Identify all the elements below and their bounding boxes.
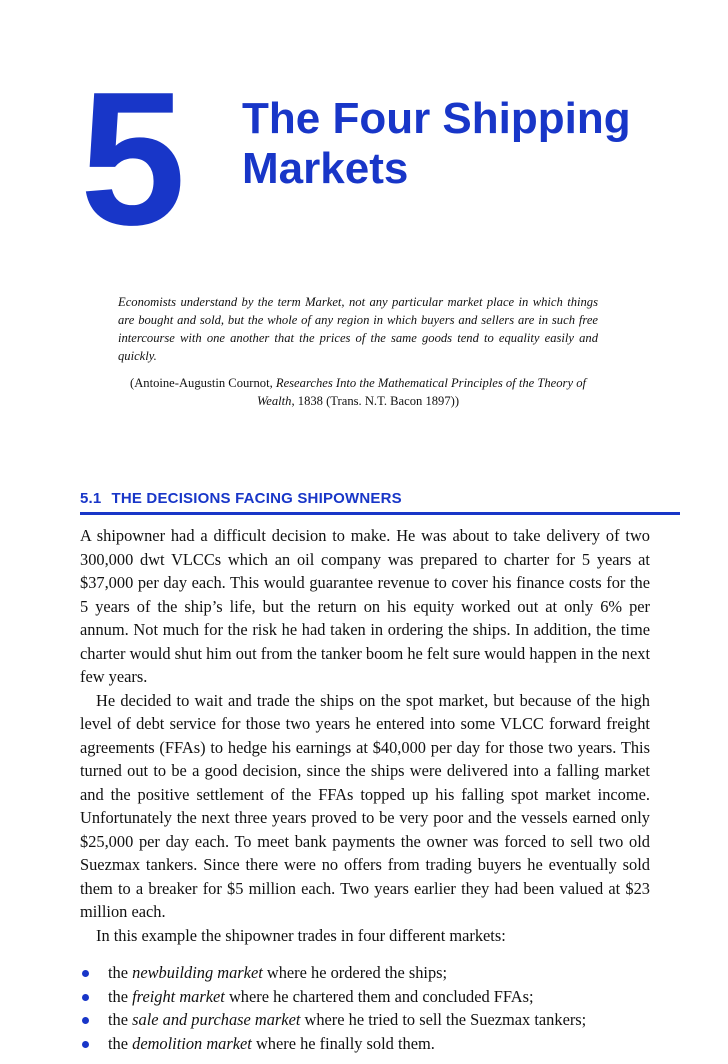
epigraph-quote: Economists understand by the term Market, not any particular market place in which things are bought and sold, but the whole of any region in which buyers and sellers are in such free intercourse with one another that the prices of the same goods tend to equality easily and quickly. <box>118 295 598 363</box>
paragraph: In this example the shipowner trades in four different markets: <box>96 925 506 945</box>
bullet-icon <box>82 970 89 977</box>
bullet-icon <box>82 1017 89 1024</box>
paragraph: A shipowner had a difficult decision to make. He was about to take delivery of two 300,000 dwt VLCCs which an oil company was prepared to charter for 5 years at $37,000 per day each. This would guarantee revenue to cover his finance costs for the 5 years of the ship’s life, but the return on his equity worked out at only 6% per annum. Not much for the risk he had taken in ordering the ships. In addition, the time charter would shut him out from the tanker boom he felt sure would happen in the next few years. <box>80 526 650 686</box>
body-text <box>80 524 650 1055</box>
section-heading <box>80 490 680 515</box>
bullet-icon <box>82 1041 89 1048</box>
attribution-rest: , 1838 (Trans. N.T. Bacon 1897)) <box>291 394 460 408</box>
paragraph: He decided to wait and trade the ships on the spot market, but because of the high level of debt service for those two years he entered into some VLCC forward freight agreements (FFAs) to hedge his earnings at $40,000 per day for those two years. This turned out to be a good decision, since the ships were delivered into a falling market and the positive settlement of the FFAs topped up his falling spot market income. Unfortunately the next three years proved to be very poor and the vessels earned only $25,000 per day each. To meet bank payments the owner was forced to sell two old Suezmax tankers. Since there were no offers from trading buyers he eventually sold them to a breaker for $5 million each. Two years earlier they had been valued at $23 million each. <box>80 690 650 921</box>
list-item: the demolition market where he finally sold them. <box>80 1032 650 1056</box>
section-number: 5.1 <box>80 490 102 507</box>
section-title: THE DECISIONS FACING SHIPOWNERS <box>111 490 402 507</box>
attribution-work: Researches Into the Mathematical Principles of the Theory of Wealth <box>256 376 586 408</box>
list-item: the newbuilding market where he ordered the ships; <box>80 961 650 985</box>
list-item: the sale and purchase market where he tried to sell the Suezmax tankers; <box>80 1008 650 1032</box>
chapter-title: The Four Shipping Markets <box>242 94 631 193</box>
bullet-icon <box>82 994 89 1001</box>
list-item: the freight market where he chartered them and concluded FFAs; <box>80 985 650 1009</box>
market-list <box>80 961 650 1055</box>
chapter-number: 5 <box>80 53 182 265</box>
epigraph-attribution <box>118 374 598 410</box>
attribution-author: (Antoine-Augustin Cournot, <box>130 376 276 390</box>
